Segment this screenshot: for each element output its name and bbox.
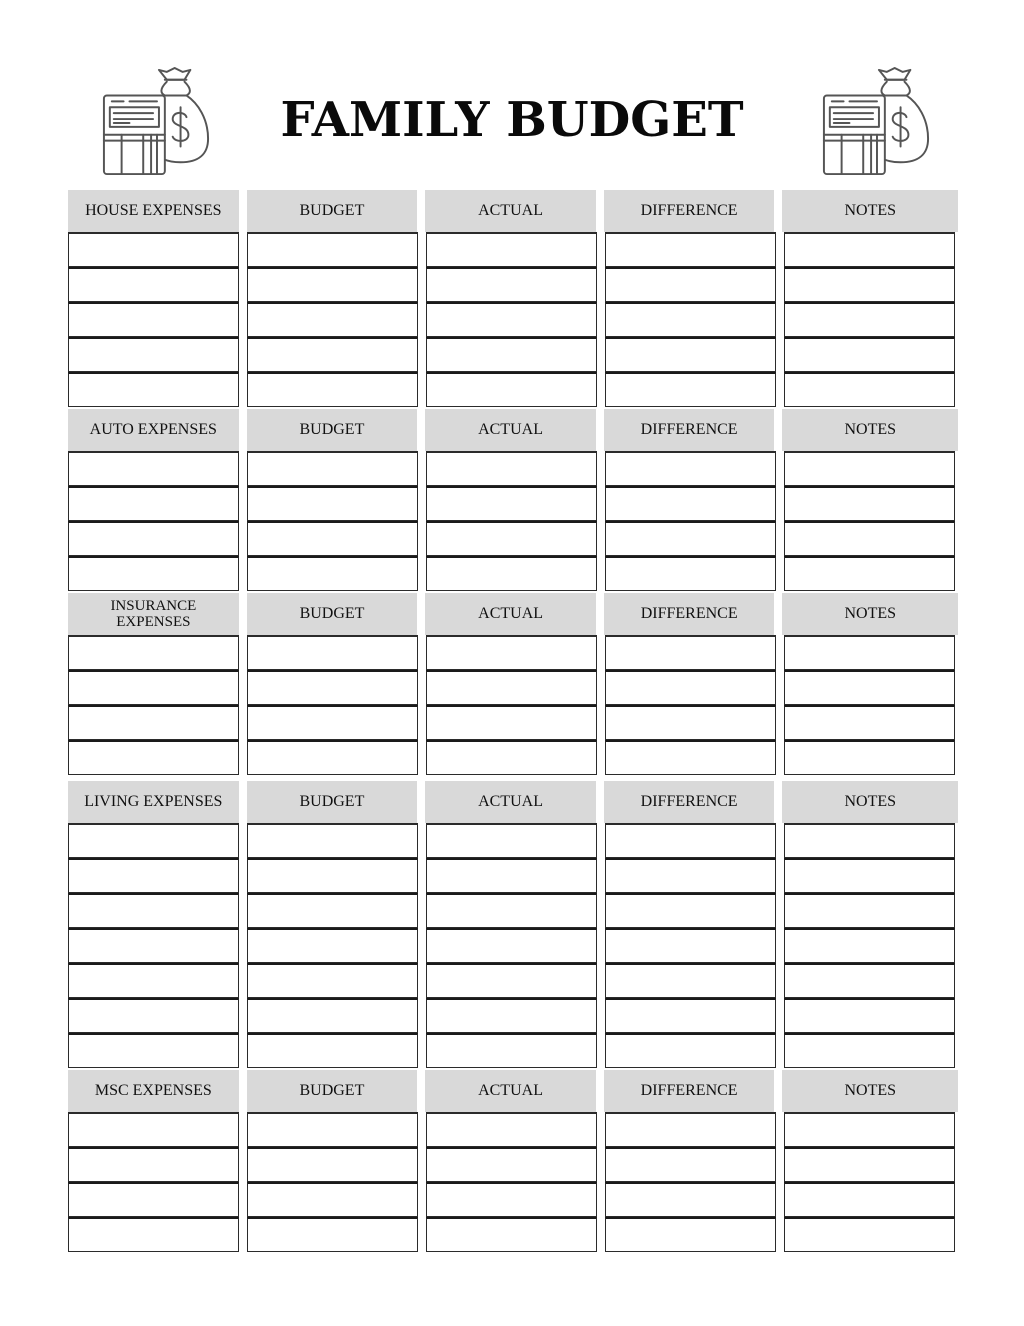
entry-cell[interactable]: [784, 963, 955, 998]
entry-cell[interactable]: [605, 372, 776, 407]
entry-cell[interactable]: [605, 486, 776, 521]
entry-cell[interactable]: [784, 337, 955, 372]
entry-grid: [68, 232, 958, 407]
entry-cell[interactable]: [784, 521, 955, 556]
entry-grid: [68, 635, 958, 775]
column-header-difference: DIFFERENCE: [604, 781, 775, 823]
entry-cell[interactable]: [784, 1147, 955, 1182]
entry-column: [426, 635, 597, 775]
calculator-money-bag-icon: [820, 66, 932, 178]
category-header: INSURANCE EXPENSES: [68, 593, 239, 635]
entry-column: [784, 451, 955, 591]
entry-cell[interactable]: [426, 635, 597, 670]
entry-cell[interactable]: [784, 893, 955, 928]
entry-cell[interactable]: [784, 670, 955, 705]
section-header-row: [68, 1070, 958, 1112]
entry-cell[interactable]: [68, 556, 239, 591]
entry-cell[interactable]: [68, 372, 239, 407]
entry-column: [426, 1112, 597, 1252]
entry-column: [784, 823, 955, 1068]
entry-cell[interactable]: [426, 1033, 597, 1068]
entry-cell[interactable]: [605, 1033, 776, 1068]
entry-cell[interactable]: [247, 1112, 418, 1147]
entry-cell[interactable]: [784, 705, 955, 740]
entry-cell[interactable]: [247, 740, 418, 775]
entry-cell[interactable]: [68, 963, 239, 998]
category-header: AUTO EXPENSES: [68, 409, 239, 451]
entry-cell[interactable]: [247, 521, 418, 556]
entry-cell[interactable]: [605, 963, 776, 998]
entry-cell[interactable]: [68, 635, 239, 670]
entry-cell[interactable]: [784, 486, 955, 521]
entry-column: [605, 451, 776, 591]
entry-cell[interactable]: [247, 998, 418, 1033]
entry-cell[interactable]: [247, 486, 418, 521]
entry-cell[interactable]: [605, 451, 776, 486]
entry-cell[interactable]: [426, 1147, 597, 1182]
entry-cell[interactable]: [784, 1033, 955, 1068]
entry-column: [426, 232, 597, 407]
entry-cell[interactable]: [784, 1182, 955, 1217]
entry-cell[interactable]: [784, 998, 955, 1033]
entry-cell[interactable]: [426, 521, 597, 556]
entry-column: [68, 1112, 239, 1252]
entry-cell[interactable]: [426, 372, 597, 407]
entry-column: [68, 232, 239, 407]
section-header-row: [68, 781, 958, 823]
entry-cell[interactable]: [68, 998, 239, 1033]
entry-grid: [68, 823, 958, 1068]
column-header-actual: ACTUAL: [425, 781, 596, 823]
column-header-notes: NOTES: [782, 781, 958, 823]
entry-cell[interactable]: [68, 858, 239, 893]
section-msc-expenses: [68, 1070, 958, 1252]
entry-cell[interactable]: [68, 451, 239, 486]
entry-cell[interactable]: [247, 893, 418, 928]
entry-column: [784, 1112, 955, 1252]
entry-cell[interactable]: [605, 858, 776, 893]
entry-column: [247, 1112, 418, 1252]
entry-cell[interactable]: [247, 858, 418, 893]
entry-cell[interactable]: [247, 451, 418, 486]
entry-column: [68, 823, 239, 1068]
entry-cell[interactable]: [68, 521, 239, 556]
section-living-expenses: [68, 781, 958, 1068]
entry-cell[interactable]: [605, 1147, 776, 1182]
entry-cell[interactable]: [784, 372, 955, 407]
section-auto-expenses: [68, 409, 958, 591]
entry-cell[interactable]: [68, 893, 239, 928]
entry-column: [605, 1112, 776, 1252]
entry-cell[interactable]: [426, 486, 597, 521]
entry-cell[interactable]: [247, 232, 418, 267]
column-header-difference: DIFFERENCE: [604, 1070, 775, 1112]
entry-column: [426, 823, 597, 1068]
column-header-actual: ACTUAL: [425, 190, 596, 232]
entry-cell[interactable]: [784, 267, 955, 302]
column-header-budget: BUDGET: [247, 1070, 418, 1112]
column-header-actual: ACTUAL: [425, 409, 596, 451]
entry-cell[interactable]: [247, 337, 418, 372]
entry-cell[interactable]: [68, 232, 239, 267]
entry-column: [247, 232, 418, 407]
entry-cell[interactable]: [247, 1182, 418, 1217]
entry-cell[interactable]: [605, 670, 776, 705]
entry-cell[interactable]: [68, 823, 239, 858]
entry-cell[interactable]: [247, 823, 418, 858]
entry-cell[interactable]: [247, 556, 418, 591]
entry-cell[interactable]: [605, 337, 776, 372]
entry-cell[interactable]: [426, 893, 597, 928]
column-header-notes: NOTES: [782, 1070, 958, 1112]
entry-cell[interactable]: [426, 451, 597, 486]
entry-cell[interactable]: [605, 998, 776, 1033]
column-header-difference: DIFFERENCE: [604, 593, 775, 635]
entry-cell[interactable]: [605, 556, 776, 591]
column-header-difference: DIFFERENCE: [604, 190, 775, 232]
section-header-row: [68, 190, 958, 232]
entry-column: [426, 451, 597, 591]
entry-cell[interactable]: [426, 337, 597, 372]
entry-cell[interactable]: [426, 1182, 597, 1217]
entry-cell[interactable]: [426, 998, 597, 1033]
section-house-expenses: [68, 190, 958, 407]
entry-cell[interactable]: [247, 302, 418, 337]
category-header: LIVING EXPENSES: [68, 781, 239, 823]
entry-cell[interactable]: [784, 232, 955, 267]
entry-cell[interactable]: [426, 556, 597, 591]
entry-cell[interactable]: [68, 740, 239, 775]
column-header-budget: BUDGET: [247, 190, 418, 232]
entry-cell[interactable]: [426, 1217, 597, 1252]
entry-cell[interactable]: [605, 267, 776, 302]
column-header-budget: BUDGET: [247, 593, 418, 635]
entry-cell[interactable]: [426, 858, 597, 893]
entry-cell[interactable]: [426, 705, 597, 740]
column-header-notes: NOTES: [782, 409, 958, 451]
entry-cell[interactable]: [247, 1217, 418, 1252]
entry-cell[interactable]: [247, 372, 418, 407]
column-header-actual: ACTUAL: [425, 1070, 596, 1112]
entry-cell[interactable]: [247, 267, 418, 302]
entry-cell[interactable]: [68, 1182, 239, 1217]
entry-cell[interactable]: [426, 670, 597, 705]
entry-cell[interactable]: [68, 1112, 239, 1147]
entry-cell[interactable]: [784, 1112, 955, 1147]
entry-cell[interactable]: [426, 928, 597, 963]
entry-cell[interactable]: [426, 232, 597, 267]
entry-cell[interactable]: [605, 893, 776, 928]
section-header-row: [68, 409, 958, 451]
entry-cell[interactable]: [784, 928, 955, 963]
entry-cell[interactable]: [784, 451, 955, 486]
entry-cell[interactable]: [605, 1217, 776, 1252]
entry-cell[interactable]: [605, 521, 776, 556]
entry-cell[interactable]: [247, 705, 418, 740]
entry-cell[interactable]: [784, 1217, 955, 1252]
entry-cell[interactable]: [784, 740, 955, 775]
section-header-row: [68, 593, 958, 635]
entry-cell[interactable]: [68, 1147, 239, 1182]
entry-cell[interactable]: [426, 823, 597, 858]
entry-cell[interactable]: [68, 486, 239, 521]
entry-column: [605, 635, 776, 775]
entry-cell[interactable]: [784, 858, 955, 893]
entry-cell[interactable]: [784, 556, 955, 591]
column-header-notes: NOTES: [782, 190, 958, 232]
entry-cell[interactable]: [605, 302, 776, 337]
entry-column: [247, 635, 418, 775]
entry-column: [605, 232, 776, 407]
entry-cell[interactable]: [247, 635, 418, 670]
entry-grid: [68, 451, 958, 591]
entry-column: [247, 451, 418, 591]
entry-cell[interactable]: [68, 1033, 239, 1068]
category-header: MSC EXPENSES: [68, 1070, 239, 1112]
entry-cell[interactable]: [68, 670, 239, 705]
entry-cell[interactable]: [605, 232, 776, 267]
entry-column: [784, 232, 955, 407]
entry-column: [68, 635, 239, 775]
entry-cell[interactable]: [426, 963, 597, 998]
entry-column: [784, 635, 955, 775]
entry-column: [247, 823, 418, 1068]
entry-column: [68, 451, 239, 591]
page-title: FAMILY BUDGET: [280, 92, 744, 148]
entry-cell[interactable]: [605, 705, 776, 740]
entry-cell[interactable]: [605, 740, 776, 775]
entry-cell[interactable]: [605, 635, 776, 670]
entry-cell[interactable]: [784, 823, 955, 858]
column-header-budget: BUDGET: [247, 781, 418, 823]
entry-cell[interactable]: [68, 705, 239, 740]
entry-cell[interactable]: [605, 928, 776, 963]
entry-cell[interactable]: [426, 267, 597, 302]
entry-column: [605, 823, 776, 1068]
column-header-difference: DIFFERENCE: [604, 409, 775, 451]
entry-cell[interactable]: [426, 1112, 597, 1147]
column-header-actual: ACTUAL: [425, 593, 596, 635]
entry-cell[interactable]: [605, 1112, 776, 1147]
entry-cell[interactable]: [68, 267, 239, 302]
entry-cell[interactable]: [784, 635, 955, 670]
entry-cell[interactable]: [605, 823, 776, 858]
entry-grid: [68, 1112, 958, 1252]
entry-cell[interactable]: [68, 337, 239, 372]
entry-cell[interactable]: [247, 963, 418, 998]
category-header: HOUSE EXPENSES: [68, 190, 239, 232]
column-header-notes: NOTES: [782, 593, 958, 635]
entry-cell[interactable]: [247, 670, 418, 705]
entry-cell[interactable]: [247, 1147, 418, 1182]
entry-cell[interactable]: [68, 302, 239, 337]
entry-cell[interactable]: [68, 928, 239, 963]
entry-cell[interactable]: [247, 928, 418, 963]
entry-cell[interactable]: [426, 302, 597, 337]
entry-cell[interactable]: [784, 302, 955, 337]
entry-cell[interactable]: [426, 740, 597, 775]
section-insurance-expenses: [68, 593, 958, 775]
entry-cell[interactable]: [68, 1217, 239, 1252]
entry-cell[interactable]: [605, 1182, 776, 1217]
entry-cell[interactable]: [247, 1033, 418, 1068]
column-header-budget: BUDGET: [247, 409, 418, 451]
